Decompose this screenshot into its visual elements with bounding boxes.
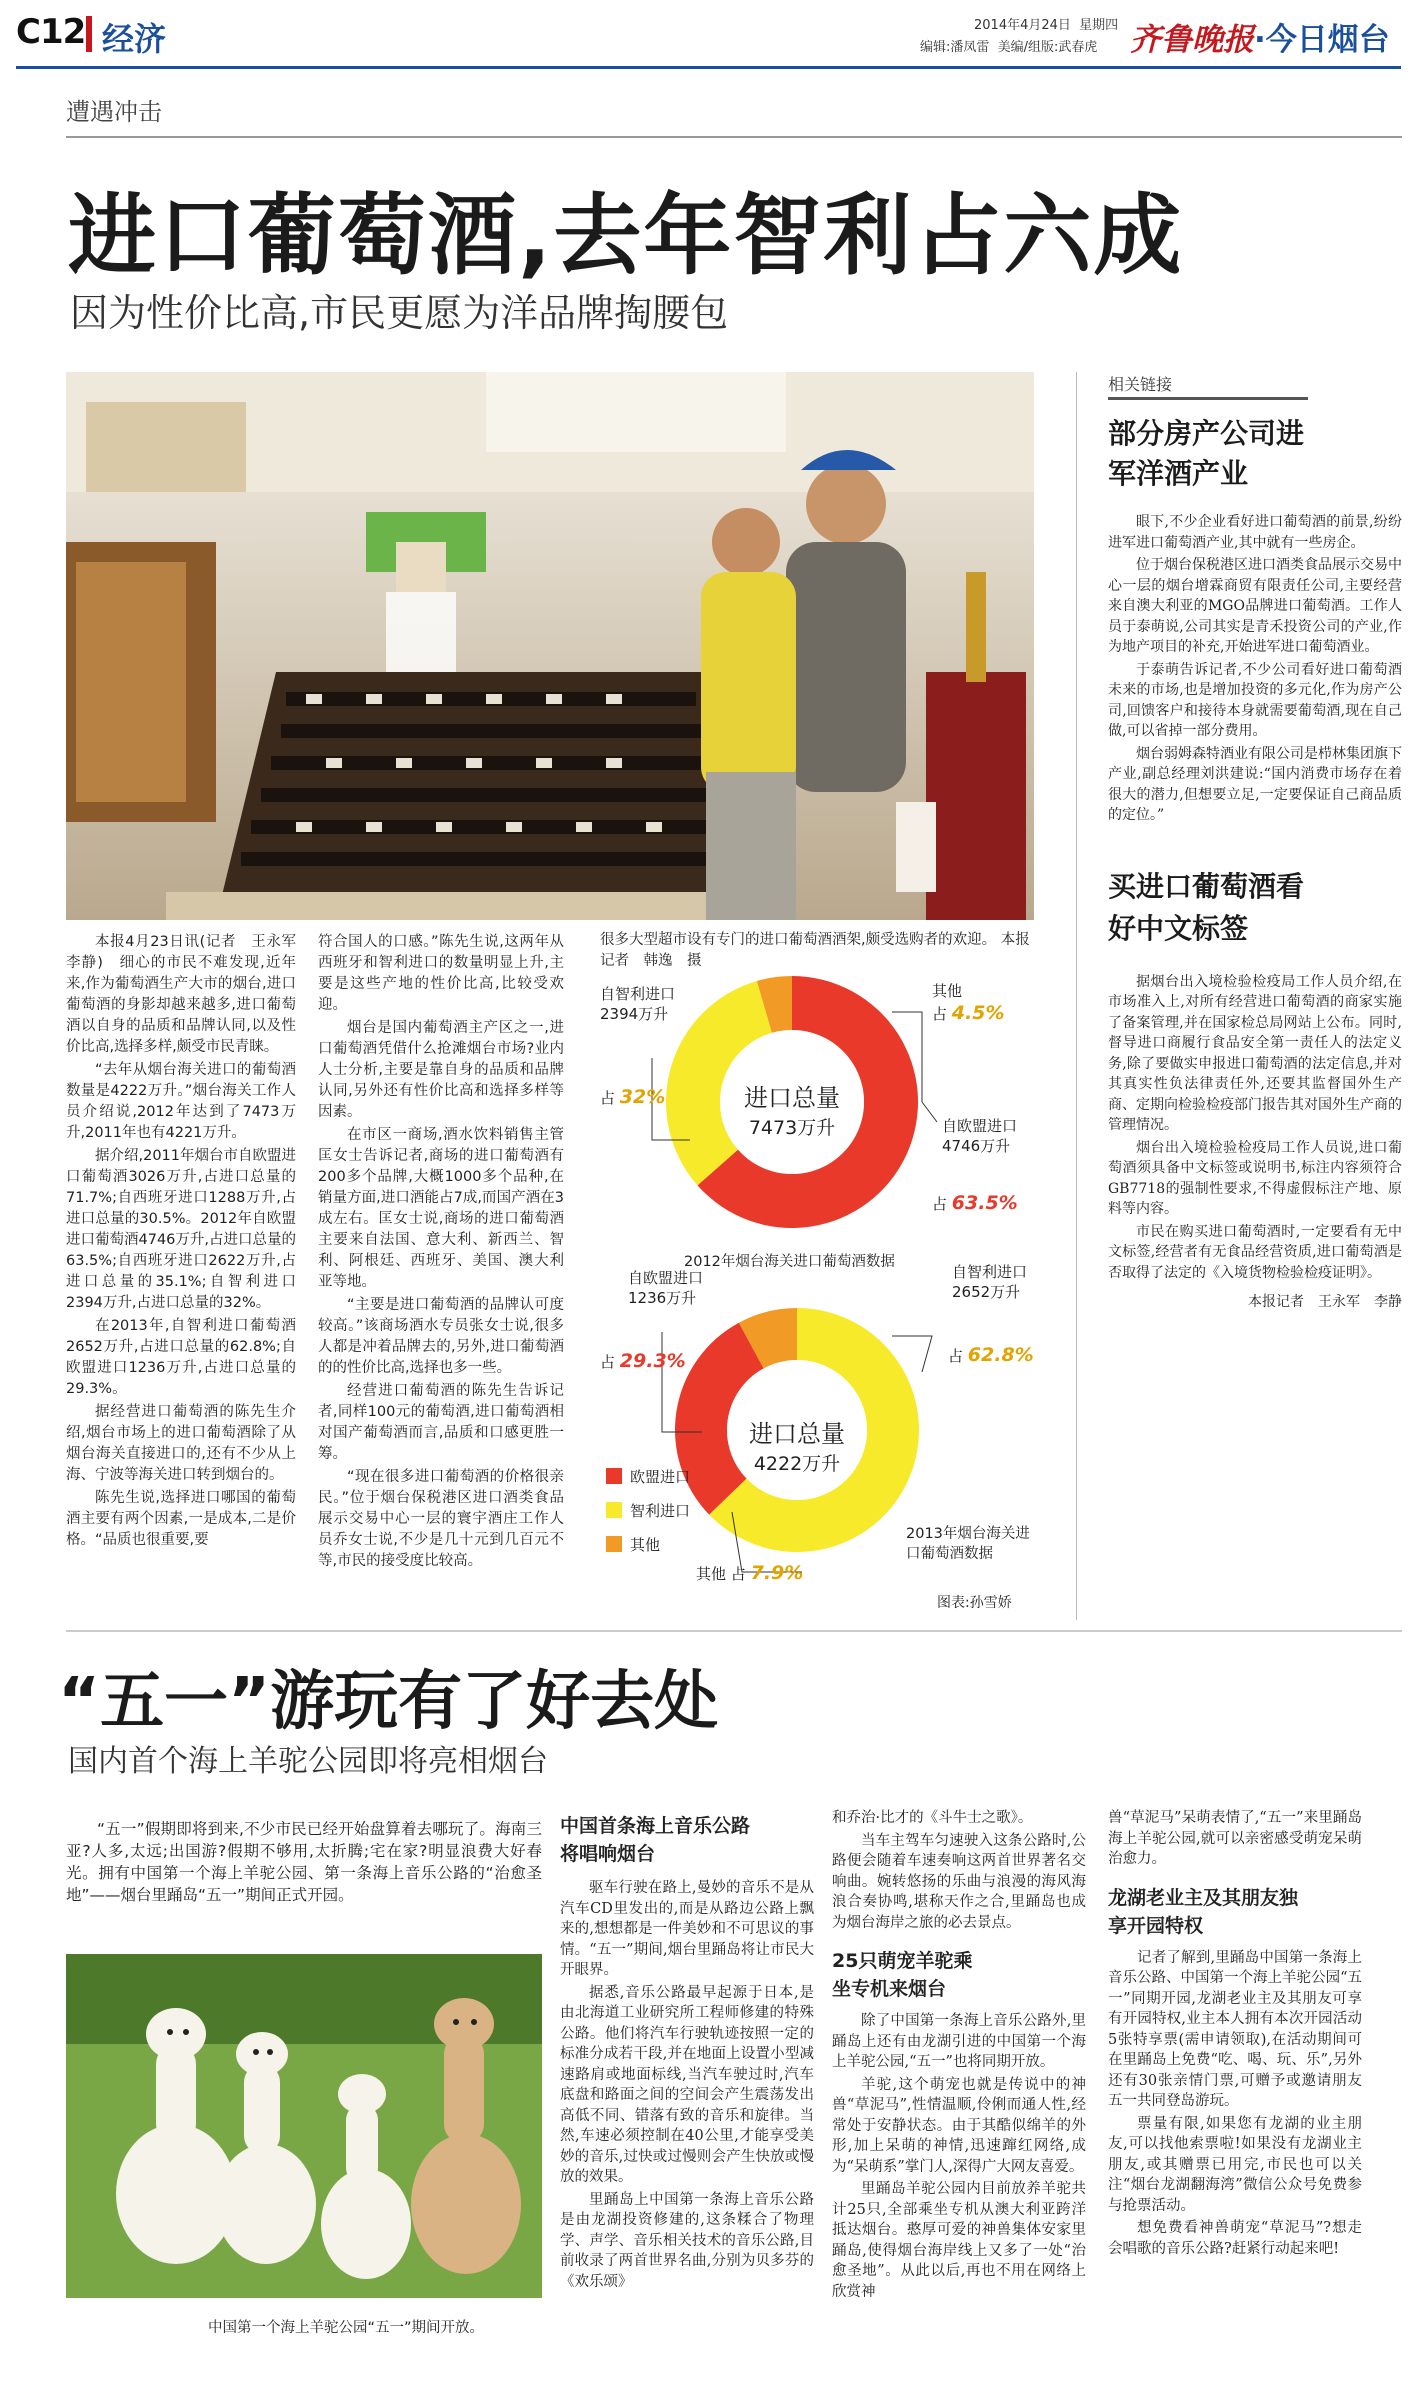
lead-subheadline: 因为性价比高,市民更愿为洋品牌掏腰包: [70, 291, 729, 335]
masthead-logo: 齐鲁晚报: [1130, 22, 1254, 58]
pie2-center: [722, 1414, 872, 1476]
masthead-sub: ·今日烟台: [1254, 22, 1390, 58]
legend-swatch-orange: [606, 1536, 622, 1552]
legend-swatch-yellow: [606, 1502, 622, 1518]
sidebar-para: 烟台弱姆森特酒业有限公司是栉林集团旗下产业,副总经理刘洪建说:“国内消费市场存在着很大的潜力,但想要立足,一定要保证自己商品质的定位。”: [1108, 745, 1402, 823]
kicker-rule: [66, 136, 1402, 138]
pie2-title: 2013年烟台海关进口葡萄酒数据: [906, 1526, 1030, 1562]
pie2-left-pct-prefix: 占: [600, 1353, 616, 1371]
sidebar-tag: 相关链接: [1108, 372, 1308, 400]
lead-col1-para: 据介绍,2011年烟台市自欧盟进口葡萄酒3026万升,占进口总量的71.7%;自西班牙进口1288万升,占进口总量的30.5%。2012年自欧盟进口葡萄酒4746万升,占进口总量的63.5%;自西班牙进口2622万升,占进口总量的35.1%;自智利进口2394万升,占进口总量的32%。: [66, 1148, 297, 1311]
pie2-right-pct-value: 62.8%: [967, 1344, 1034, 1366]
section-bar: [86, 16, 92, 52]
sidebar-para: 烟台出入境检验检疫局工作人员说,进口葡萄酒须具备中文标签或说明书,标注内容须符合GB7718的强制性要求,不得虚假标注产地、原料等内容。: [1108, 1139, 1402, 1217]
second-c3-para: 羊驼,这个萌宠也就是传说中的神兽“草泥马”,性情温顺,伶俐而通人性,经常处于安静状态。由于其酷似绵羊的外形,加上呆萌的神情,迅速蹿红网络,成为“呆萌系”掌门人,深得广大网友喜爱。: [832, 2076, 1086, 2175]
pie1-other-pct-prefix: 占: [932, 1005, 948, 1023]
lead-column-2: [318, 932, 564, 1574]
second-c3-para: 和乔治·比才的《斗牛士之歌》。: [832, 1810, 1033, 1826]
pie1-title: 2012年烟台海关进口葡萄酒数据: [684, 1254, 895, 1270]
legend-label: 欧盟进口: [630, 1468, 691, 1486]
pie1-right-pct-prefix: 占: [932, 1195, 948, 1213]
wine-shop-photo: [66, 372, 1034, 920]
pie1-right-pct-value: 63.5%: [951, 1192, 1018, 1214]
second-c3-para: 里踊岛羊驼公园内目前放养羊驼共计25只,全部乘坐专机从澳大利亚跨洋抵达烟台。憨厚可爱的神兽集体安家里踊岛,使得烟台海岸线上又多了一处“治愈圣地”。从此以后,再也不用在网络上欣赏神: [832, 2181, 1086, 2300]
lead-col2-para: 经营进口葡萄酒的陈先生告诉记者,同样100元的葡萄酒,进口葡萄酒相对国产葡萄酒而言,品质和口感更胜一筹。: [318, 1383, 564, 1462]
sidebar-para: 位于烟台保税港区进口酒类食品展示交易中心一层的烟台增霖商贸有限责任公司,主要经营来自澳大利亚的MGO品牌进口葡萄酒。工作人员于泰萌说,公司其实是青禾投资公司的产业,作为地产项目的补充,开始进军进口葡萄酒业。: [1108, 557, 1402, 655]
page-header: [0, 0, 1417, 70]
legend: [606, 1460, 690, 1562]
pie1-left-label: 自智利进口2394万升: [600, 985, 676, 1023]
pie2-left-label: 自欧盟进口1236万升: [628, 1269, 704, 1307]
second-intro: [66, 1818, 542, 1908]
masthead: [1130, 14, 1390, 59]
pie1-center-label: 进口总量: [744, 1084, 840, 1112]
lead-col1-para: 在2013年,自智利进口葡萄酒2652万升,占进口总量的62.8%;自欧盟进口1236万升,占进口总量的29.3%。: [66, 1318, 296, 1397]
pie1-center-value: 7473万升: [748, 1117, 836, 1139]
sidebar-body-1: [1108, 512, 1402, 826]
pie1-other-pct: [932, 1002, 1005, 1024]
second-c4-para: 兽“草泥马”呆萌表情了,“五一”来里踊岛海上羊驼公园,就可以亲密感受萌宠呆萌治愈力。: [1108, 1810, 1362, 1867]
second-c4-body-a: [1108, 1808, 1362, 1870]
second-c4-body-b: [1108, 1948, 1362, 2260]
legend-swatch-red: [606, 1468, 622, 1484]
pie1-center: [717, 1078, 867, 1140]
kicker: 遭遇冲击: [66, 98, 162, 126]
lead-col1-para: 陈先生说,选择进口哪国的葡萄酒主要有两个因素,一是成本,二是价格。“品质也很重要,要: [66, 1490, 296, 1548]
pie1-other-pct-value: 4.5%: [951, 1002, 1005, 1024]
header-rule: [16, 66, 1401, 69]
chart-credit: 图表:孙雪娇: [937, 1595, 1012, 1611]
second-c3-subhead: 25只萌宠羊驼乘坐专机来烟台: [832, 1950, 973, 2000]
second-column-3: [832, 1808, 1086, 2304]
sidebar-para: 眼下,不少企业看好进口葡萄酒的前景,纷纷进军进口葡萄酒产业,其中就有一些房企。: [1108, 514, 1402, 551]
lead-col1-para: 本报4月23日讯(记者 王永军 李静) 细心的市民不难发现,近年来,作为葡萄酒生产大市的烟台,进口葡萄酒的身影却越来越多,进口葡萄酒以自身的品质和品牌认同,以及性价比高,选择多样,颇受市民青睐。: [66, 934, 311, 1055]
lead-col1-para: “去年从烟台海关进口的葡萄酒数量是4222万升。”烟台海关工作人员介绍说,2012年达到了7473万升,2011年也有4221万升。: [66, 1062, 296, 1141]
wine-shop-illustration: [66, 372, 1034, 920]
pie2-other: [696, 1562, 803, 1584]
photo-caption: [600, 930, 1040, 972]
page-code: C12: [16, 12, 86, 52]
second-c4-para: 票量有限,如果您有龙湖的业主朋友,可以找他索票啦!如果没有龙湖业主朋友,或其赠票已用完,市民也可以关注“烟台龙湖翻海湾”微信公众号免费参与抢票活动。: [1108, 2115, 1362, 2214]
pie2-right-pct-prefix: 占: [948, 1347, 964, 1365]
section-name: 经济: [102, 20, 167, 58]
pie1-other-label: 其他: [932, 982, 963, 1000]
sidebar-para: 市民在购买进口葡萄酒时,一定要看有无中文标签,经营者有无食品经营资质,进口葡萄酒是否取得了法定的《入境货物检验检疫证明》。: [1108, 1223, 1402, 1281]
pie2-center-label: 进口总量: [749, 1420, 845, 1448]
second-c2-para: 里踊岛上中国第一条海上音乐公路是由龙湖投资修建的,这条糅合了物理学、声学、音乐相关技术的音乐公路,目前收录了两首世界名曲,分别为贝多芬的《欢乐颂》: [560, 2191, 814, 2290]
sidebar: [1108, 372, 1402, 1311]
second-headline: “五一”游玩有了好去处: [58, 1665, 719, 1739]
lead-col2-para: 符合国人的口感。”陈先生说,这两年从西班牙和智利进口的数量明显上升,主要是这些产地的性价比高,比较受欢迎。: [318, 934, 564, 1013]
second-c2-subhead: 中国首条海上音乐公路将唱响烟台: [560, 1815, 751, 1865]
photo-credit: 本报记者 韩逸 摄: [600, 932, 1030, 969]
legend-label: 智利进口: [630, 1502, 691, 1520]
alpaca-photo-caption: 中国第一个海上羊驼公园“五一”期间开放。: [208, 2320, 485, 2336]
lead-col2-para: “主要是进口葡萄酒的品牌认可度较高。”该商场酒水专员张女士说,很多人都是冲着品牌去的,另外,进口葡萄酒的的性价比高,选择也多一些。: [318, 1297, 564, 1376]
pie2-center-value: 4222万升: [753, 1453, 841, 1475]
sidebar-title-1: 部分房产公司进军洋酒产业: [1108, 417, 1305, 490]
sidebar-para: 于泰萌告诉记者,不少公司看好进口葡萄酒未来的市场,也是增加投资的多元化,作为房产公司,回馈客户和接待本身就需要葡萄酒,现在自己做,可以省掉一部分费用。: [1108, 661, 1402, 739]
second-c4-para: 记者了解到,里踊岛中国第一条海上音乐公路、中国第一个海上羊驼公园“五一”同期开园,龙湖老业主及其朋友可享有开园特权,业主本人拥有本次开园活动5张特享票(需申请领取),在活动期间可在里踊岛上免费“吃、喝、玩、乐”,另外还有30张亲情门票,可赠予或邀请朋友五一共同登岛游玩。: [1108, 1949, 1362, 2109]
pie2-right-pct: [948, 1344, 1034, 1366]
second-c3-body-b: [832, 2011, 1086, 2302]
date-text: 2014年4月24日: [974, 18, 1071, 33]
second-c3-para: 除了中国第一条海上音乐公路外,里踊岛上还有由龙湖引进的中国第一个海上羊驼公园,“五一”也将同期开放。: [832, 2013, 1086, 2070]
pie2-left-pct-value: 29.3%: [619, 1350, 686, 1372]
legend-item: [606, 1528, 690, 1562]
second-c3-para: 当车主驾车匀速驶入这条公路时,公路便会随着车速奏响这两首世界著名交响曲。婉转悠扬的乐曲与浪漫的海风海浪合奏协鸣,堪称天作之合,里踊岛也成为烟台海岸之旅的必去景点。: [832, 1832, 1086, 1931]
lead-col1-para: 据经营进口葡萄酒的陈先生介绍,烟台市场上的进口葡萄酒除了从烟台海关直接进口的,还有不少从上海、宁波等海关进口转到烟台的。: [66, 1404, 296, 1483]
pie1-left-pct-value: 32%: [619, 1086, 666, 1108]
art-editor-text: 美编/组版:武春虎: [997, 40, 1098, 55]
pie1-left-pct: [600, 1086, 665, 1108]
pie2-left-pct: [600, 1350, 686, 1372]
second-c3-body-a: [832, 1808, 1086, 1933]
pie2-other-label: 其他: [696, 1565, 727, 1583]
lead-column-1: [66, 932, 311, 1553]
pie2-other-pct-value: 7.9%: [750, 1562, 804, 1584]
weekday-text: 星期四: [1079, 18, 1119, 33]
lead-col2-para: 烟台是国内葡萄酒主产区之一,进口葡萄酒凭借什么抢滩烟台市场?业内人士分析,主要是靠自身的品质和品牌认同,另外还有性价比高和选择多样等因素。: [318, 1020, 564, 1120]
second-c2-para: 据悉,音乐公路最早起源于日本,是由北海道工业研究所工程师修建的特殊公路。他们将汽车行驶轨迹按照一定的标准分成若干段,并在地面上设置小型减速路肩或地面标线,当汽车驶过时,汽车底盘和路面之间的空间会产生震荡发出高低不同、错落有致的音乐和旋律。当然,车速必须控制在40公里,才能享受美妙的音乐,过快或过慢则会产生快放或慢放的效果。: [560, 1984, 814, 2185]
pie2-other-pct-prefix: 占: [730, 1565, 746, 1583]
sidebar-body-2: [1108, 972, 1402, 1284]
legend-item: [606, 1494, 690, 1528]
section-separator: [66, 1630, 1402, 1632]
pie1-left-pct-prefix: 占: [600, 1089, 616, 1107]
alpaca-photo: [66, 1954, 542, 2298]
second-c4-subhead: 龙湖老业主及其朋友独享开园特权: [1108, 1886, 1299, 1937]
header-date: [974, 14, 1118, 33]
second-c2-para: 驱车行驶在路上,曼妙的音乐不是从汽车CD里发出的,而是从路边公路上飘来的,想想都是一件美妙和不可思议的事情。“五一”期间,烟台里踊岛将让市民大开眼界。: [560, 1880, 814, 1978]
second-column-2: [560, 1812, 814, 2294]
chart-area: [592, 972, 1042, 1620]
second-c2-body: [560, 1878, 814, 2292]
header-editors: [920, 36, 1097, 55]
second-intro-text: “五一”假期即将到来,不少市民已经开始盘算着去哪玩了。海南三亚?人多,太远;出国游?假期不够用,太折腾;宅在家?明显浪费大好春光。拥有中国第一个海上羊驼公园、第一条海上音乐公路的“治愈圣地”——烟台里踊岛“五一”期间正式开园。: [66, 1820, 542, 1904]
editor-text: 编辑:潘凤雷: [920, 40, 990, 55]
sidebar-title-2: 买进口葡萄酒看好中文标签: [1108, 869, 1305, 945]
pie2-right-label: 自智利进口2652万升: [952, 1263, 1028, 1301]
alpaca-illustration: [66, 1954, 542, 2298]
second-subheadline: 国内首个海上羊驼公园即将亮相烟台: [68, 1744, 548, 1779]
sidebar-byline: 本报记者 王永军 李静: [1248, 1294, 1402, 1310]
column-divider: [1076, 372, 1077, 1620]
pie1-right-label: 自欧盟进口4746万升: [942, 1117, 1018, 1155]
lead-col2-para: “现在很多进口葡萄酒的价格很亲民。”位于烟台保税港区进口酒类食品展示交易中心一层的寰宇酒庄工作人员乔女士说,不少是几十元到几百元不等,市民的接受度比较高。: [318, 1469, 564, 1569]
second-column-4: [1108, 1808, 1362, 2261]
lead-col2-para: 在市区一商场,酒水饮料销售主管匡女士告诉记者,商场的进口葡萄酒有200多个品牌,大概1000多个品种,在销量方面,进口酒能占7成,而国产酒在3成左右。匡女士说,商场的进口葡萄酒主要来自法国、意大利、新西兰、智利、阿根廷、西班牙、美国、澳大利亚等地。: [318, 1127, 564, 1290]
sidebar-para: 据烟台出入境检验检疫局工作人员介绍,在市场准入上,对所有经营进口葡萄酒的商家实施了备案管理,并在国家检总局网站上公布。同时,督导进口商履行食品安全第一责任人的法定义务,除了要做实申报进口葡萄酒的法定信息,并对其真实性负法律责任外,还要其监督国外生产商、定期向检验检疫部门报告其对国外生产商的管理情况。: [1108, 973, 1402, 1133]
legend-label: 其他: [630, 1536, 661, 1554]
legend-item: [606, 1460, 690, 1494]
second-c4-para: 想免费看神兽萌宠“草泥马”?想走会唱歌的音乐公路?赶紧行动起来吧!: [1108, 2220, 1362, 2257]
photo-caption-text: 很多大型超市设有专门的进口葡萄酒酒架,颇受选购者的欢迎。: [600, 932, 997, 948]
lead-headline: 进口葡萄酒,去年智利占六成: [68, 184, 1184, 287]
pie1-right-pct: [932, 1192, 1018, 1214]
